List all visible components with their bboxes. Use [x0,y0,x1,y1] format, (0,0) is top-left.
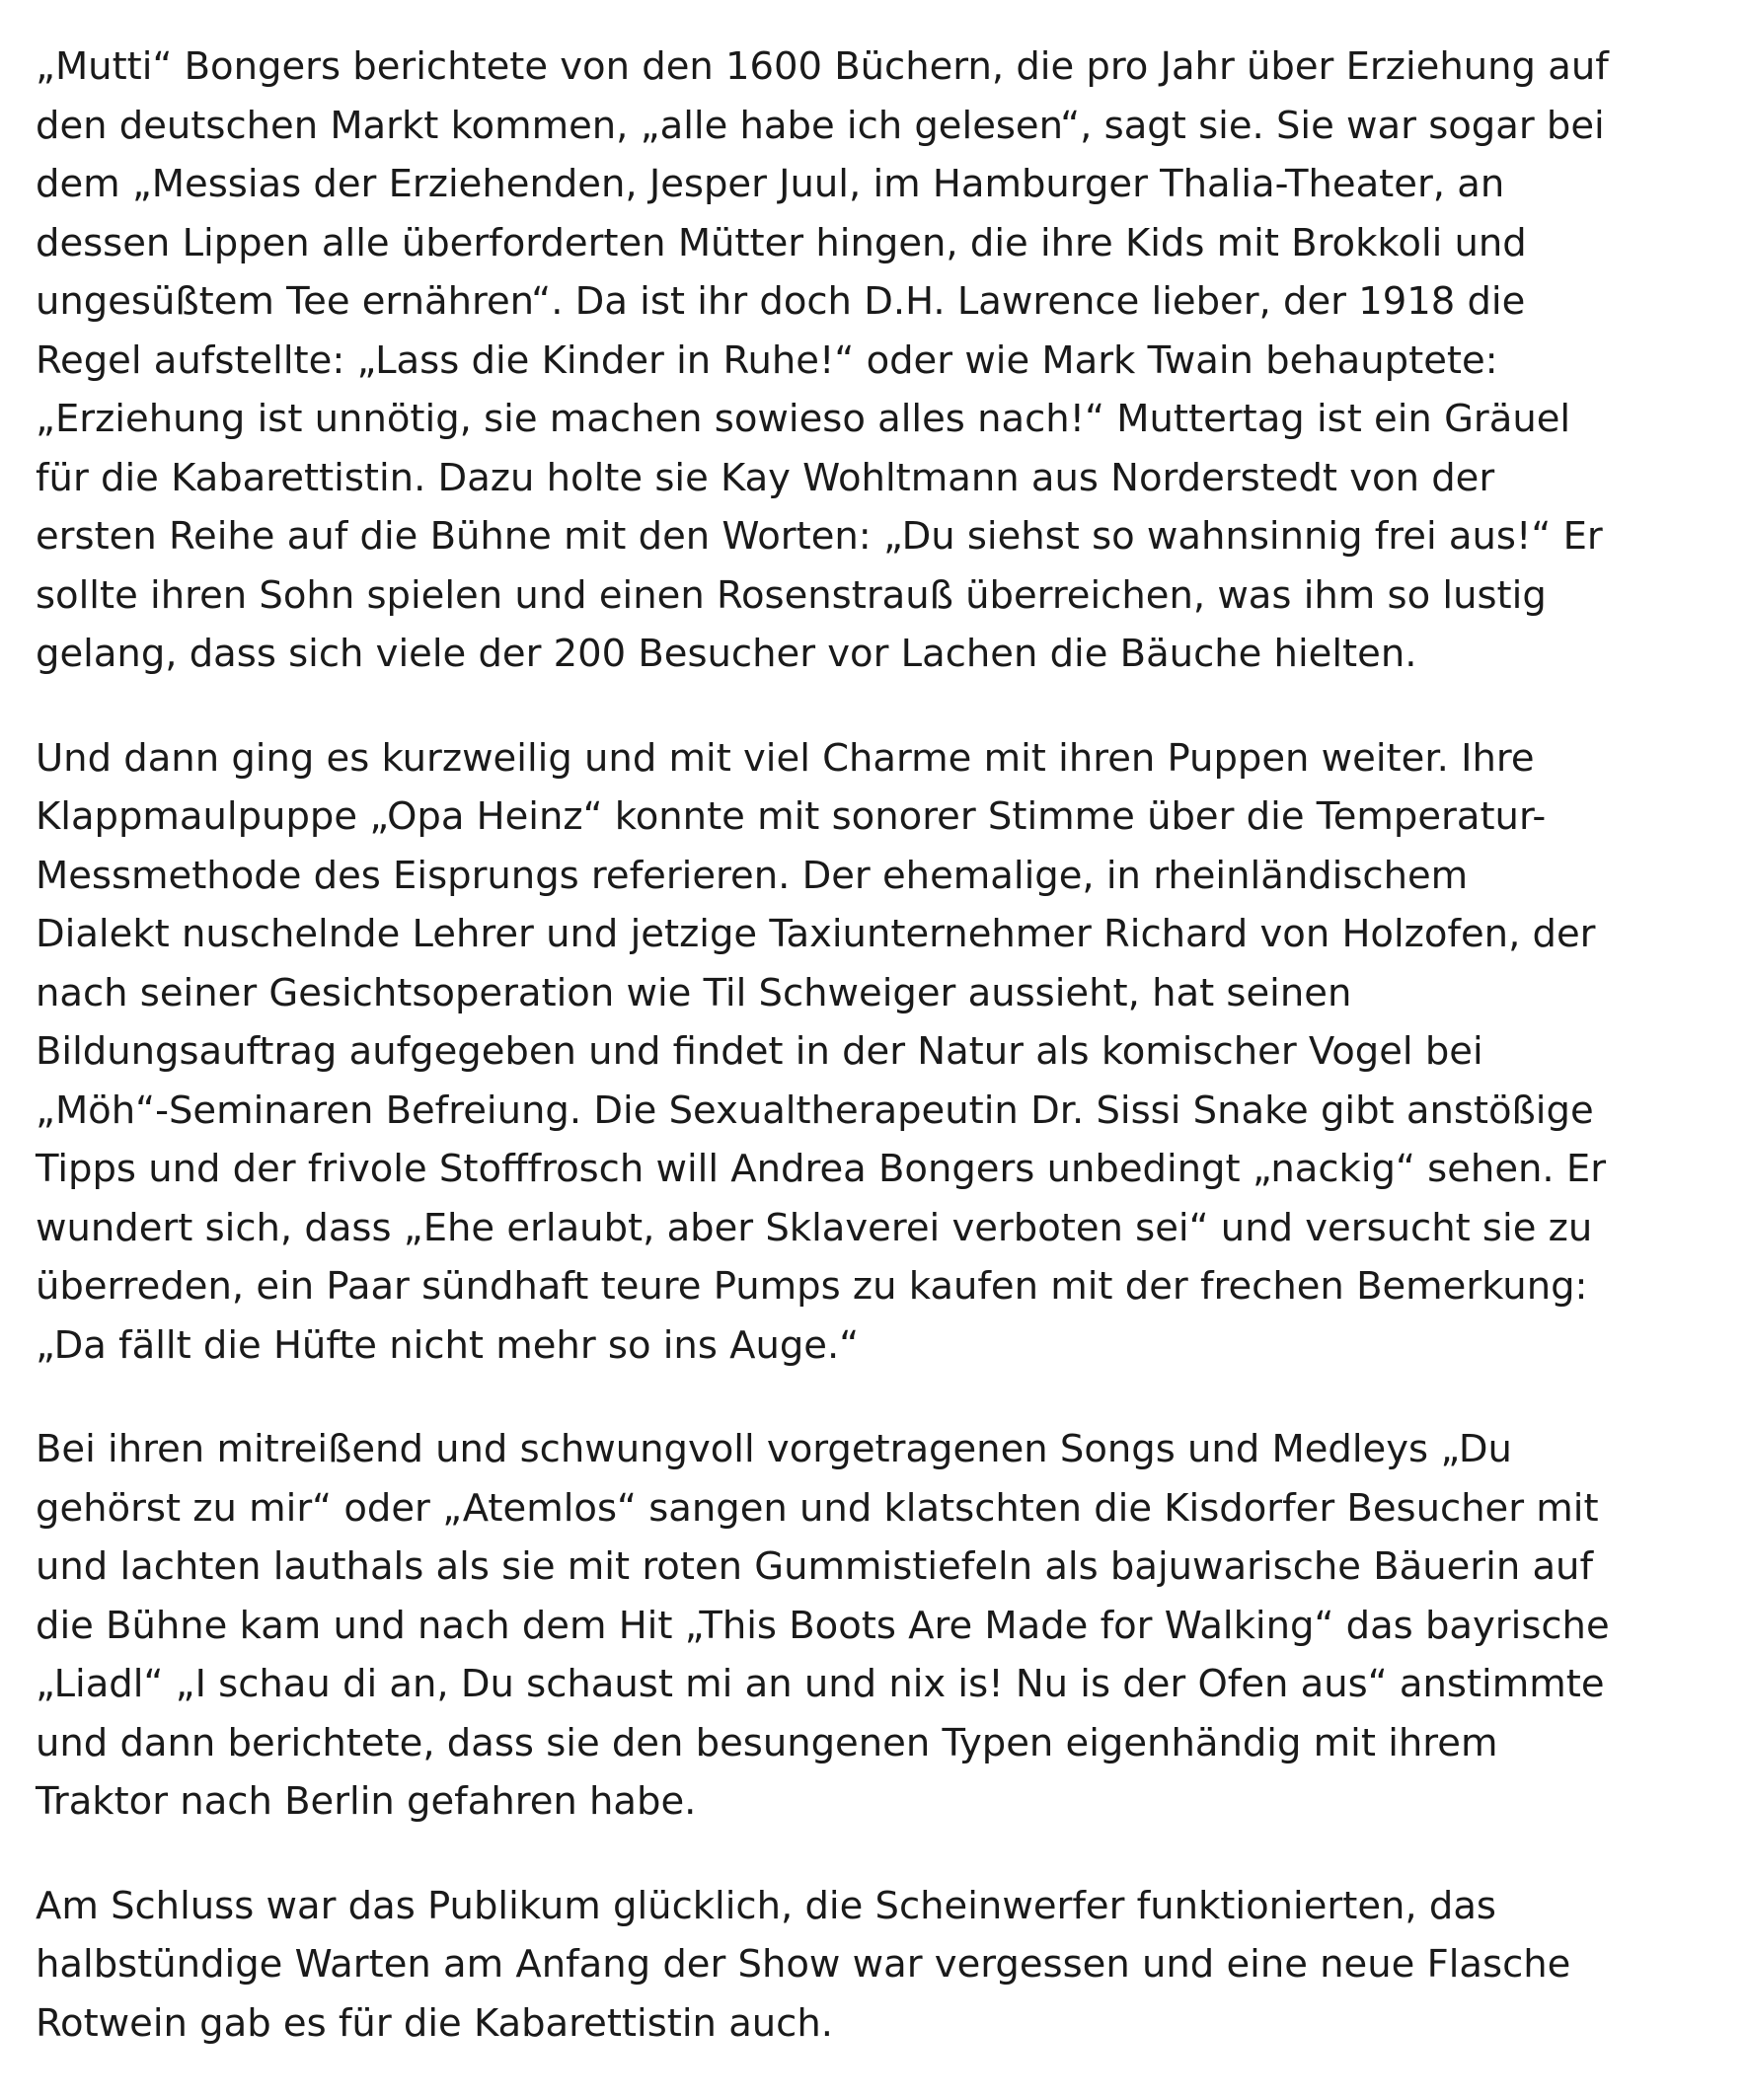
text-line: den deutschen Markt kommen, „alle habe ich gelesen“, sagt sie. Sie war sogar bei [36,103,1605,148]
text-line: überreden, ein Paar sündhaft teure Pumps zu kaufen mit der frechen Bemerkung: [36,1264,1588,1309]
text-line: dem „Messias der Erziehenden, Jesper Juul, im Hamburger Thalia-Theater, an [36,162,1505,206]
text-line: „Da fällt die Hüfte nicht mehr so ins Auge.“ [36,1322,860,1368]
text-line: Bildungsauftrag aufgegeben und findet in der Natur als komischer Vogel bei [36,1029,1483,1074]
text-line: Und dann ging es kurzweilig und mit viel Charme mit ihren Puppen weiter. Ihre [36,735,1535,781]
paragraph-4 [36,1877,1694,2054]
text-line: „Erziehung ist unnötig, sie machen sowieso alles nach!“ Muttertag ist ein Gräuel [36,397,1571,441]
text-line: Klappmaulpuppe „Opa Heinz“ konnte mit sonorer Stimme über die Temperatur- [36,794,1547,839]
text-line: Dialekt nuschelnde Lehrer und jetzige Taxiunternehmer Richard von Holzofen, der [36,912,1596,956]
text-line: halbstündige Warten am Anfang der Show war vergessen und eine neue Flasche [36,1942,1571,1987]
text-line: Rotwein gab es für die Kabarettistin auch. [36,2000,833,2046]
text-line: sollte ihren Sohn spielen und einen Rosenstrauß überreichen, was ihm so lustig [36,572,1547,618]
text-line: gelang, dass sich viele der 200 Besucher vor Lachen die Bäuche hielten. [36,632,1417,676]
article-body [36,38,1694,2098]
text-line: „Möh“-Seminaren Befreiung. Die Sexualtherapeutin Dr. Sissi Snake gibt anstößige [36,1088,1594,1133]
text-line: ersten Reihe auf die Bühne mit den Worten: „Du siehst so wahnsinnig frei aus!“ Er [36,514,1603,559]
text-line: für die Kabarettistin. Dazu holte sie Kay Wohltmann aus Norderstedt von der [36,455,1495,500]
text-line: Am Schluss war das Publikum glücklich, die Scheinwerfer funktionierten, das [36,1883,1496,1928]
text-line: die Bühne kam und nach dem Hit „This Boots Are Made for Walking“ das bayrische [36,1603,1610,1648]
paragraph-1 [36,38,1694,684]
paragraph-2 [36,729,1694,1376]
text-line: Regel aufstellte: „Lass die Kinder in Ruhe!“ oder wie Mark Twain behauptete: [36,338,1498,383]
text-line: ungesüßtem Tee ernähren“. Da ist ihr doch D.H. Lawrence lieber, der 1918 die [36,279,1526,324]
paragraph-3 [36,1420,1694,1832]
text-line: Tipps und der frivole Stofffrosch will Andrea Bongers unbedingt „nackig“ sehen. Er [36,1147,1607,1191]
text-line: und dann berichtete, dass sie den besungenen Typen eigenhändig mit ihrem [36,1720,1498,1765]
text-line: Bei ihren mitreißend und schwungvoll vorgetragenen Songs und Medleys „Du [36,1427,1512,1471]
text-line: dessen Lippen alle überforderten Mütter hingen, die ihre Kids mit Brokkoli und [36,220,1527,265]
text-line: und lachten lauthals als sie mit roten Gummistiefeln als bajuwarische Bäuerin auf [36,1544,1594,1589]
text-line: „Liadl“ „I schau di an, Du schaust mi an und nix is! Nu is der Ofen aus“ anstimmte [36,1662,1605,1706]
text-line: gehörst zu mir“ oder „Atemlos“ sangen und klatschten die Kisdorfer Besucher mit [36,1485,1599,1531]
text-line: nach seiner Gesichtsoperation wie Til Schweiger aussieht, hat seinen [36,970,1352,1015]
text-line: „Mutti“ Bongers berichtete von den 1600 Büchern, die pro Jahr über Erziehung auf [36,44,1609,89]
text-line: Traktor nach Berlin gefahren habe. [36,1779,697,1824]
text-line: Messmethode des Eisprungs referieren. Der ehemalige, in rheinländischem [36,853,1469,898]
text-line: wundert sich, dass „Ehe erlaubt, aber Sklaverei verboten sei“ und versucht sie zu [36,1205,1593,1250]
